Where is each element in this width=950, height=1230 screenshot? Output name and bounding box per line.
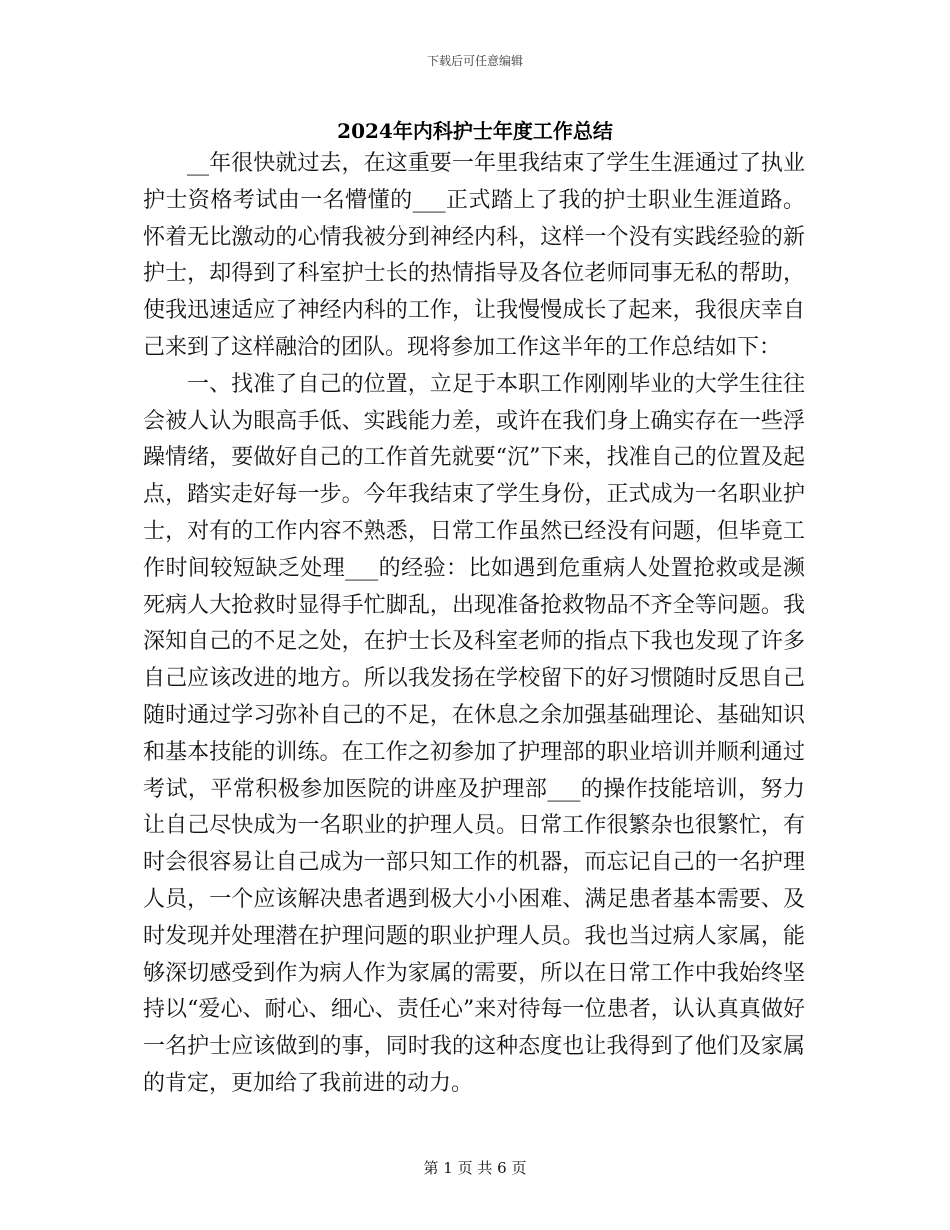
paragraph-intro: __年很快就过去，在这重要一年里我结束了学生生涯通过了执业护士资格考试由一名懵懂的___正式踏上了我的护士职业生涯道路。怀着无比激动的心情我被分到神经内科，这样一个没有实践经验的新护士，却得到了科室护士长的热情指导及各位老师同事无私的帮助，使我迅速适应了神经内科的工作，让我慢慢成长了起来，我很庆幸自己来到了这样融洽的团队。现将参加工作这半年的工作总结如下： — [143, 151, 805, 360]
document-body — [143, 146, 805, 1103]
document-title: 2024年内科护士年度工作总结 — [337, 119, 613, 143]
paragraph-section-1: 一、找准了自己的位置，立足于本职工作刚刚毕业的大学生往往会被人认为眼高手低、实践能力差，或许在我们身上确实存在一些浮躁情绪，要做好自己的工作首先就要“沉”下来，找准自己的位置及起点，踏实走好每一步。今年我结束了学生身份，正式成为一名职业护士，对有的工作内容不熟悉，日常工作虽然已经没有问题，但毕竟工作时间较短缺乏处理___的经验：比如遇到危重病人处置抢救或是濒死病人大抢救时显得手忙脚乱，出现准备抢救物品不齐全等问题。我深知自己的不足之处，在护士长及科室老师的指点下我也发现了许多自己应该改进的地方。所以我发扬在学校留下的好习惯随时反思自己随时通过学习弥补自己的不足，在休息之余加强基础理论、基础知识和基本技能的训练。在工作之初参加了护理部的职业培训并顺利通过考试，平常积极参加医院的讲座及护理部___的操作技能培训，努力让自己尽快成为一名职业的护理人员。日常工作很繁杂也很繁忙，有时会很容易让自己成为一部只知工作的机器，而忘记自己的一名护理人员，一个应该解决患者遇到极大小小困难、满足患者基本需要、及时发现并处理潜在护理问题的职业护理人员。我也当过病人家属，能够深切感受到作为病人作为家属的需要，所以在日常工作中我始终坚持以“爱心、耐心、细心、责任心”来对待每一位患者，认认真真做好一名护士应该做到的事，同时我的这种态度也让我得到了他们及家属的肯定，更加给了我前进的动力。 — [143, 371, 805, 1096]
page-header-note: 下载后可任意编辑 — [426, 54, 523, 68]
page-number: 第 1 页 共 6 页 — [423, 1159, 527, 1177]
